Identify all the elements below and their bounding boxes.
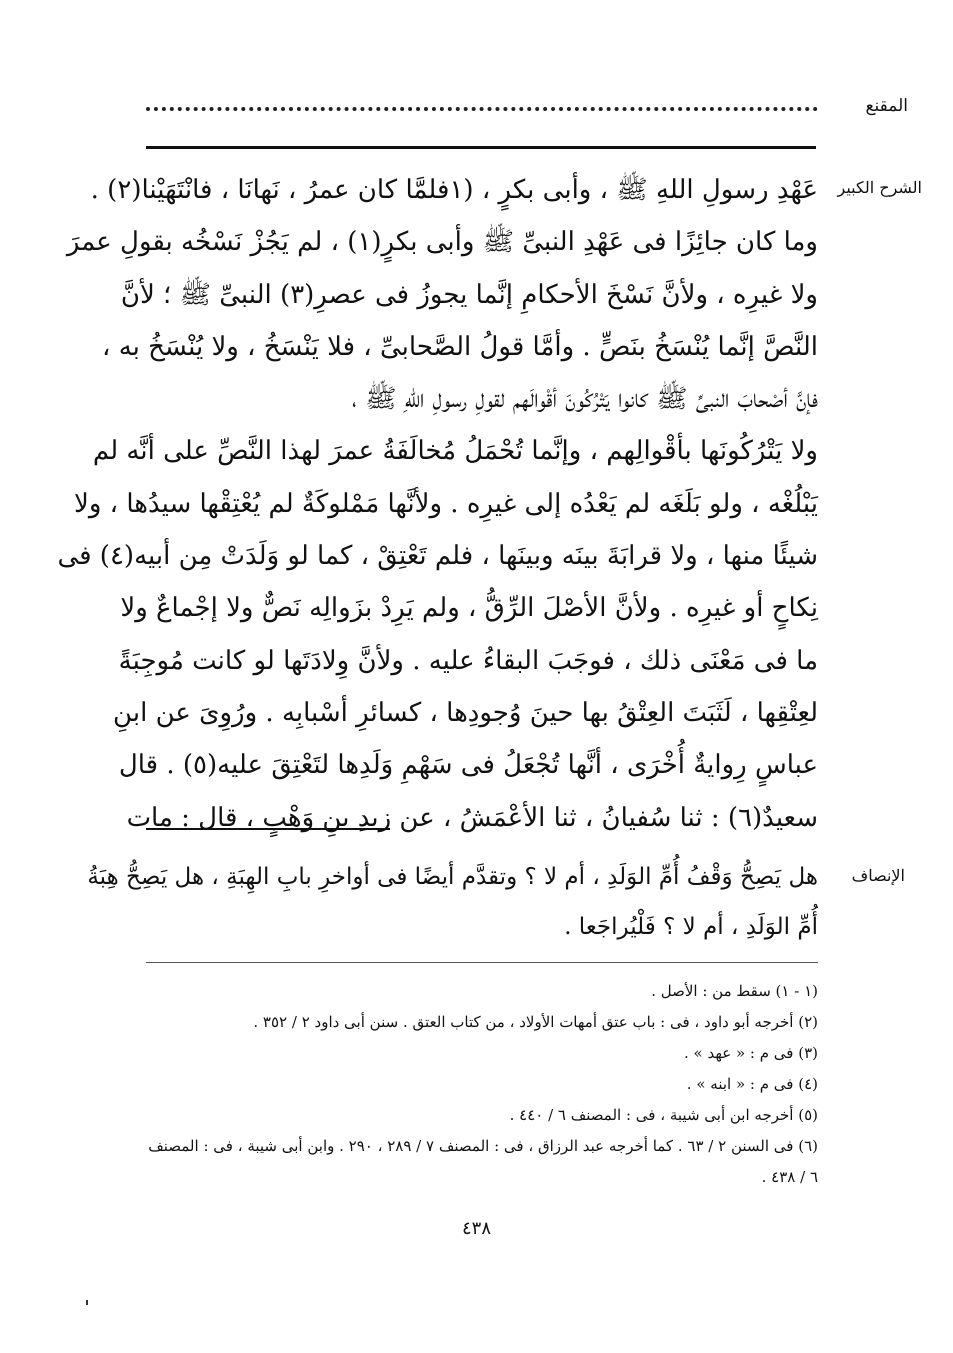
insaf-line: أُمِّ الوَلَدِ ، أم لا ؟ فَلْيُراجَعا . (564, 914, 818, 940)
side-label-sharh: الشرح الكبير (837, 178, 922, 197)
main-line: سعيدٌ(٦) : ثنا سُفيانُ ، ثنا الأعْمَشُ ، عن زيدِ بنِ وَهْبٍ ، قال : مات (126, 802, 818, 833)
main-line: وما كان جائِزًا فى عَهْدِ النبىِّ ﷺ وأبى بكرٍ(١) ، لم يَجُزْ نَسْخُه بقولِ عمرَ (66, 227, 818, 258)
footnote: (١ - ١) سقط من : الأصل . (651, 982, 818, 1000)
footnote: (٦) فى السنن ٢ / ٦٣ . كما أخرجه عبد الرزاق ، فى : المصنف ٧ / ٢٨٩ ، ٢٩٠ . وابن أبى شيبة ، فى : المصنف (148, 1137, 818, 1155)
main-line: لعِتْقِها ، لَثَبَتَ العِتْقُ بها حينَ وُجودِها ، كسائرِ أسْبابِه . ورُوِىَ عن ابنِ (113, 697, 818, 728)
main-line: ما فى مَعْنَى ذلك ، فوجَبَ البقاءُ عليه . ولأنَّ وِلادَتَها لو كانت مُوجِبَةً (118, 645, 818, 676)
footnote: (٤) فى م : « ابنه » . (686, 1075, 818, 1093)
main-text-block (57, 164, 818, 844)
main-line: عباسٍ رِوايةٌ أُخْرَى ، أنَّها تُجْعَلُ فى سَهْمِ وَلَدِها لتَعْتِقَ عليه(٥) . قال (118, 750, 818, 781)
footnote: ٦ / ٤٣٨ . (761, 1168, 818, 1186)
insaf-line: هل يَصِحُّ وَقْفُ أُمِّ الوَلَدِ ، أم لا ؟ وتقدَّم أيضًا فى أواخرِ بابِ الهِبَةِ ، هل يَصِحُّ هِبَةُ (87, 864, 818, 890)
scan-speck (86, 1300, 88, 1305)
footnote-divider (146, 962, 818, 963)
running-title: المقنع (865, 96, 908, 116)
footnote: (٣) فى م : « عهد » . (683, 1044, 818, 1062)
main-line: ولا غيرِه ، ولأنَّ نَسْخَ الأحكامِ إنَّما يجوزُ فى عصرِ(٣) النبىِّ ﷺ ؛ لأنَّ (120, 279, 818, 310)
main-line: شيئًا منها ، ولا قرابَةَ بينَه وبينَها ، فلم تَعْتِقْ ، كما لو وَلَدَتْ مِن أبيه(٤) فى (57, 541, 818, 572)
footnote: (٥) أخرجه ابن أبى شيبة ، فى : المصنف ٦ / ٤٤٠ . (509, 1106, 818, 1124)
main-line: يَبْلُغْه ، ولو بَلَغَه لم يَعْدُه إلى غيرِه . ولأنَّها مَمْلوكَةٌ لم يُعْتِقْها سيدُها ، ولا (74, 488, 818, 519)
main-line: النَّصَّ إنَّما يُنْسَخُ بنَصٍّ . وأمَّا قولُ الصَّحابىِّ ، فلا يَنْسَخُ ، ولا يُنْسَخُ به ، (102, 331, 818, 362)
insaf-text-block (87, 852, 818, 952)
footnotes (146, 976, 818, 1193)
footnote: (٢) أخرجه أبو داود ، فى : باب عتق أمهات الأولاد ، من كتاب العتق . سنن أبى داود ٢ / ٣٥٢ . (253, 1013, 818, 1031)
page-number: ٤٣٨ (461, 1218, 491, 1239)
main-line: ولا يَتْرُكُونَها بأقْوالِهم ، وإنَّما تُحْمَلُ مُخالَفَةُ عمرَ لهذا النَّصِّ على أنَّه لم (92, 436, 818, 467)
main-line: فإنَّ أصْحابَ النبىِّ ﷺ كانوا يَتْرُكُونَ أقْوالَهم لقولِ رسولِ اللهِ ﷺ ، (351, 384, 818, 415)
main-line: عَهْدِ رسولِ اللهِ ﷺ ، وأبى بكرٍ ، (١فلمَّا كان عمرُ ، نَهانَا ، فانْتَهَيْنا(٢) . (90, 175, 818, 205)
section-divider (146, 828, 390, 830)
header-rule (146, 146, 816, 149)
main-line: نِكاحٍ أو غيرِه . ولأنَّ الأصْلَ الرِّقُّ ، ولم يَرِدْ بزَوالِه نَصٌّ ولا إجْماعٌ ولا (120, 593, 818, 624)
side-label-insaf: الإنصاف (851, 866, 905, 885)
dotted-leader (146, 107, 818, 111)
